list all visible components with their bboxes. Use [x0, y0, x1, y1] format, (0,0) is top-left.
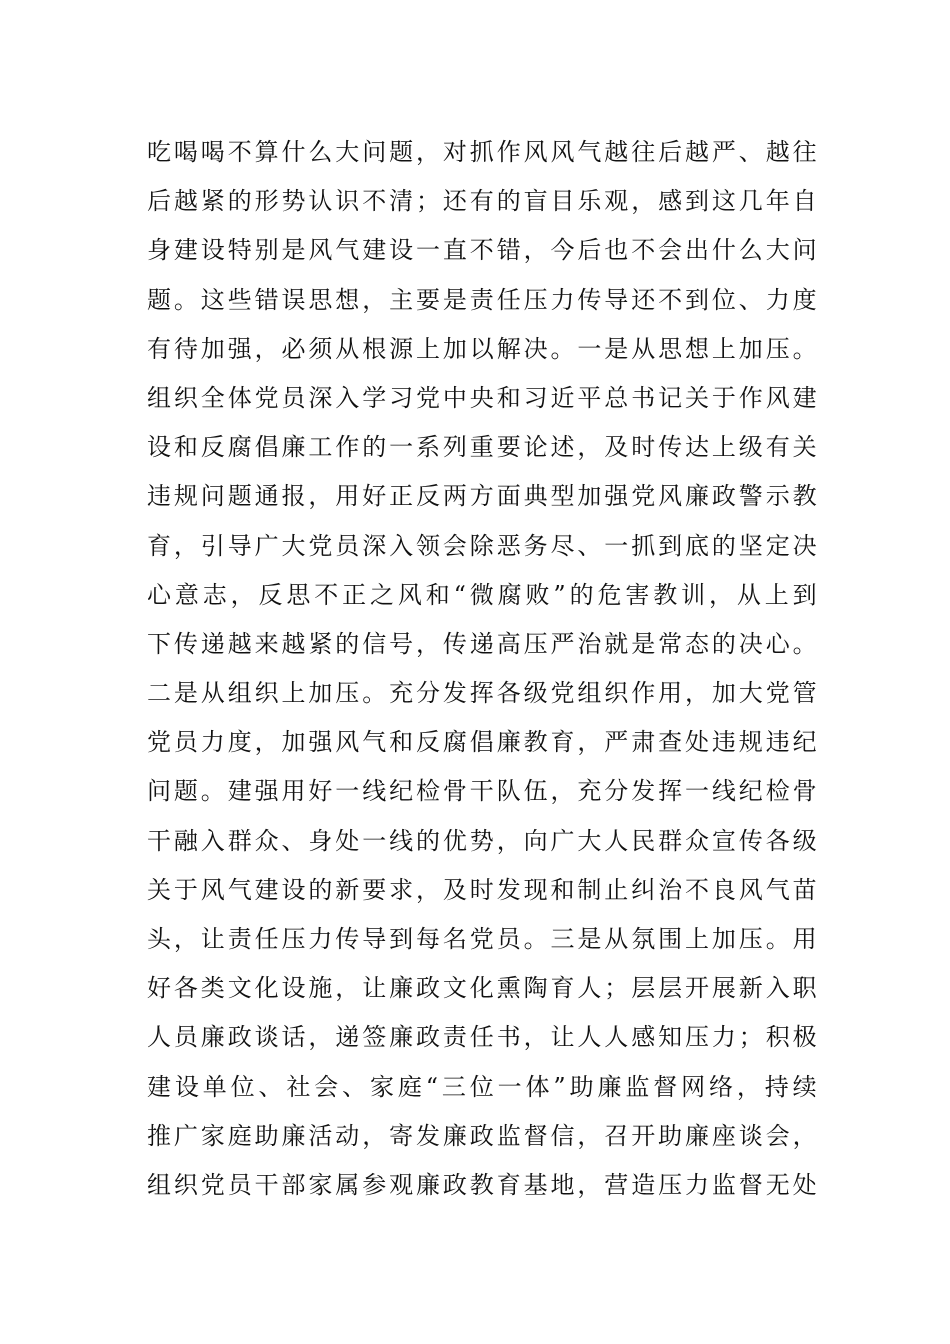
text-line: 问题。建强用好一线纪检骨干队伍，充分发挥一线纪检骨	[147, 777, 817, 806]
text-line: 推广家庭助廉活动，寄发廉政监督信，召开助廉座谈会，	[147, 1121, 817, 1150]
text-line: 关于风气建设的新要求，及时发现和制止纠治不良风气苗	[147, 875, 817, 904]
text-line: 组织全体党员深入学习党中央和习近平总书记关于作风建	[147, 383, 817, 412]
text-line: 建设单位、社会、家庭“三位一体”助廉监督网络，持续	[147, 1072, 817, 1101]
text-line: 二是从组织上加压。充分发挥各级党组织作用，加大党管	[147, 679, 817, 708]
text-line: 党员力度，加强风气和反腐倡廉教育，严肃查处违规违纪	[147, 728, 817, 757]
text-line: 吃喝喝不算什么大问题，对抓作风风气越往后越严、越往	[147, 138, 817, 166]
text-line: 头，让责任压力传导到每名党员。三是从氛围上加压。用	[147, 925, 817, 953]
text-line: 身建设特别是风气建设一直不错，今后也不会出什么大问	[147, 236, 817, 265]
text-line: 下传递越来越紧的信号，传递高压严治就是常态的决心。	[147, 629, 817, 658]
text-line: 干融入群众、身处一线的优势，向广大人民群众宣传各级	[147, 826, 817, 855]
text-line: 育，引导广大党员深入领会除恶务尽、一抓到底的坚定决	[147, 531, 817, 560]
text-line: 好各类文化设施，让廉政文化熏陶育人；层层开展新入职	[147, 974, 817, 1003]
text-line: 组织党员干部家属参观廉政教育基地，营造压力监督无处	[147, 1170, 817, 1199]
body-paragraph	[147, 128, 817, 1210]
text-line: 有待加强，必须从根源上加以解决。一是从思想上加压。	[147, 334, 817, 363]
text-line: 题。这些错误思想，主要是责任压力传导还不到位、力度	[147, 285, 817, 314]
text-line: 设和反腐倡廉工作的一系列重要论述，及时传达上级有关	[147, 433, 817, 462]
text-line: 心意志，反思不正之风和“微腐败”的危害教训，从上到	[147, 580, 817, 609]
text-line: 人员廉政谈话，递签廉政责任书，让人人感知压力；积极	[147, 1023, 817, 1052]
text-line: 违规问题通报，用好正反两方面典型加强党风廉政警示教	[147, 482, 817, 511]
text-line: 后越紧的形势认识不清；还有的盲目乐观，感到这几年自	[147, 187, 817, 216]
